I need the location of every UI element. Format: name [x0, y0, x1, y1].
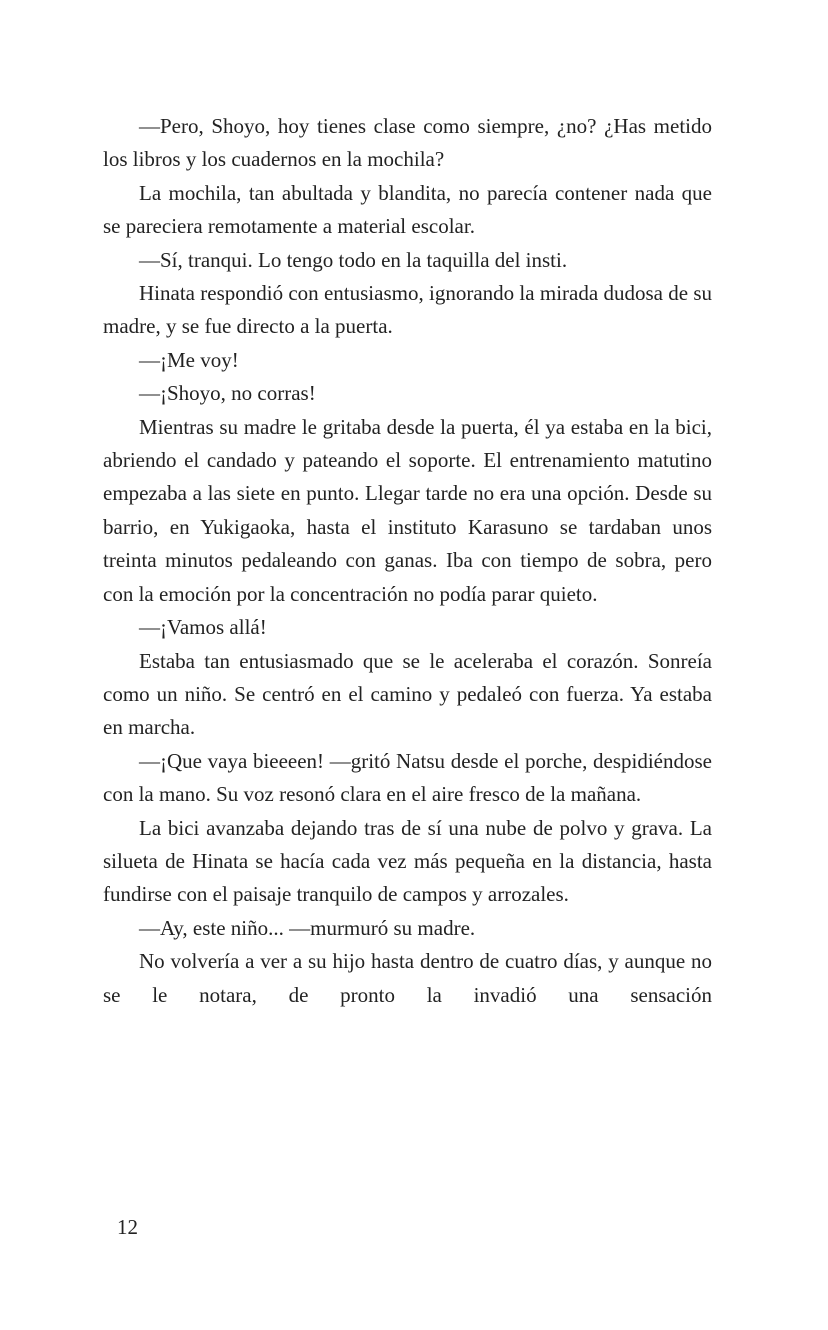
paragraph: La bici avanzaba dejando tras de sí una nube de polvo y grava. La silueta de Hinata se hacía cada vez más pequeña en la distancia, hasta fundirse con el paisaje tranquilo de campos y arrozales.	[103, 815, 712, 907]
paragraph: —¡Que vaya bieeeen! —gritó Natsu desde el porche, despidiéndose con la mano. Su voz resonó clara en el aire fresco de la mañana.	[103, 748, 712, 807]
paragraph: —Ay, este niño... —murmuró su madre.	[139, 915, 476, 940]
paragraph: —Pero, Shoyo, hoy tienes clase como siempre, ¿no? ¿Has metido los libros y los cuadernos en la mochila?	[103, 114, 712, 172]
paragraph: Mientras su madre le gritaba desde la puerta, él ya estaba en la bici, abriendo el candado y pateando el soporte. El entrenamiento matutino empezaba a las siete en punto. Llegar tarde no era una opción. Desde su barrio, en Yukigaoka, hasta el instituto Karasuno se tardaban unos treinta minutos pedaleando con ganas. Iba con tiempo de sobra, pero con la emoción por la concentración no podía parar quieto.	[103, 414, 712, 606]
paragraph: —¡Me voy!	[139, 347, 239, 372]
paragraph: La mochila, tan abultada y blandita, no parecía contener nada que se pareciera remotamente a material escolar.	[103, 180, 712, 239]
paragraph: No volvería a ver a su hijo hasta dentro de cuatro días, y aunque no se le notara, de pronto la invadió una sensación	[103, 949, 712, 1007]
page-text-block	[103, 110, 712, 1012]
paragraph: —¡Shoyo, no corras!	[139, 381, 316, 406]
paragraph: Hinata respondió con entusiasmo, ignorando la mirada dudosa de su madre, y se fue directo a la puerta.	[103, 281, 712, 339]
paragraph: —Sí, tranqui. Lo tengo todo en la taquilla del insti.	[139, 247, 568, 272]
paragraph: —¡Vamos allá!	[139, 615, 267, 640]
page-number: 12	[117, 1215, 138, 1239]
paragraph: Estaba tan entusiasmado que se le aceleraba el corazón. Sonreía como un niño. Se centró en el camino y pedaleó con fuerza. Ya estaba en marcha.	[103, 648, 712, 740]
